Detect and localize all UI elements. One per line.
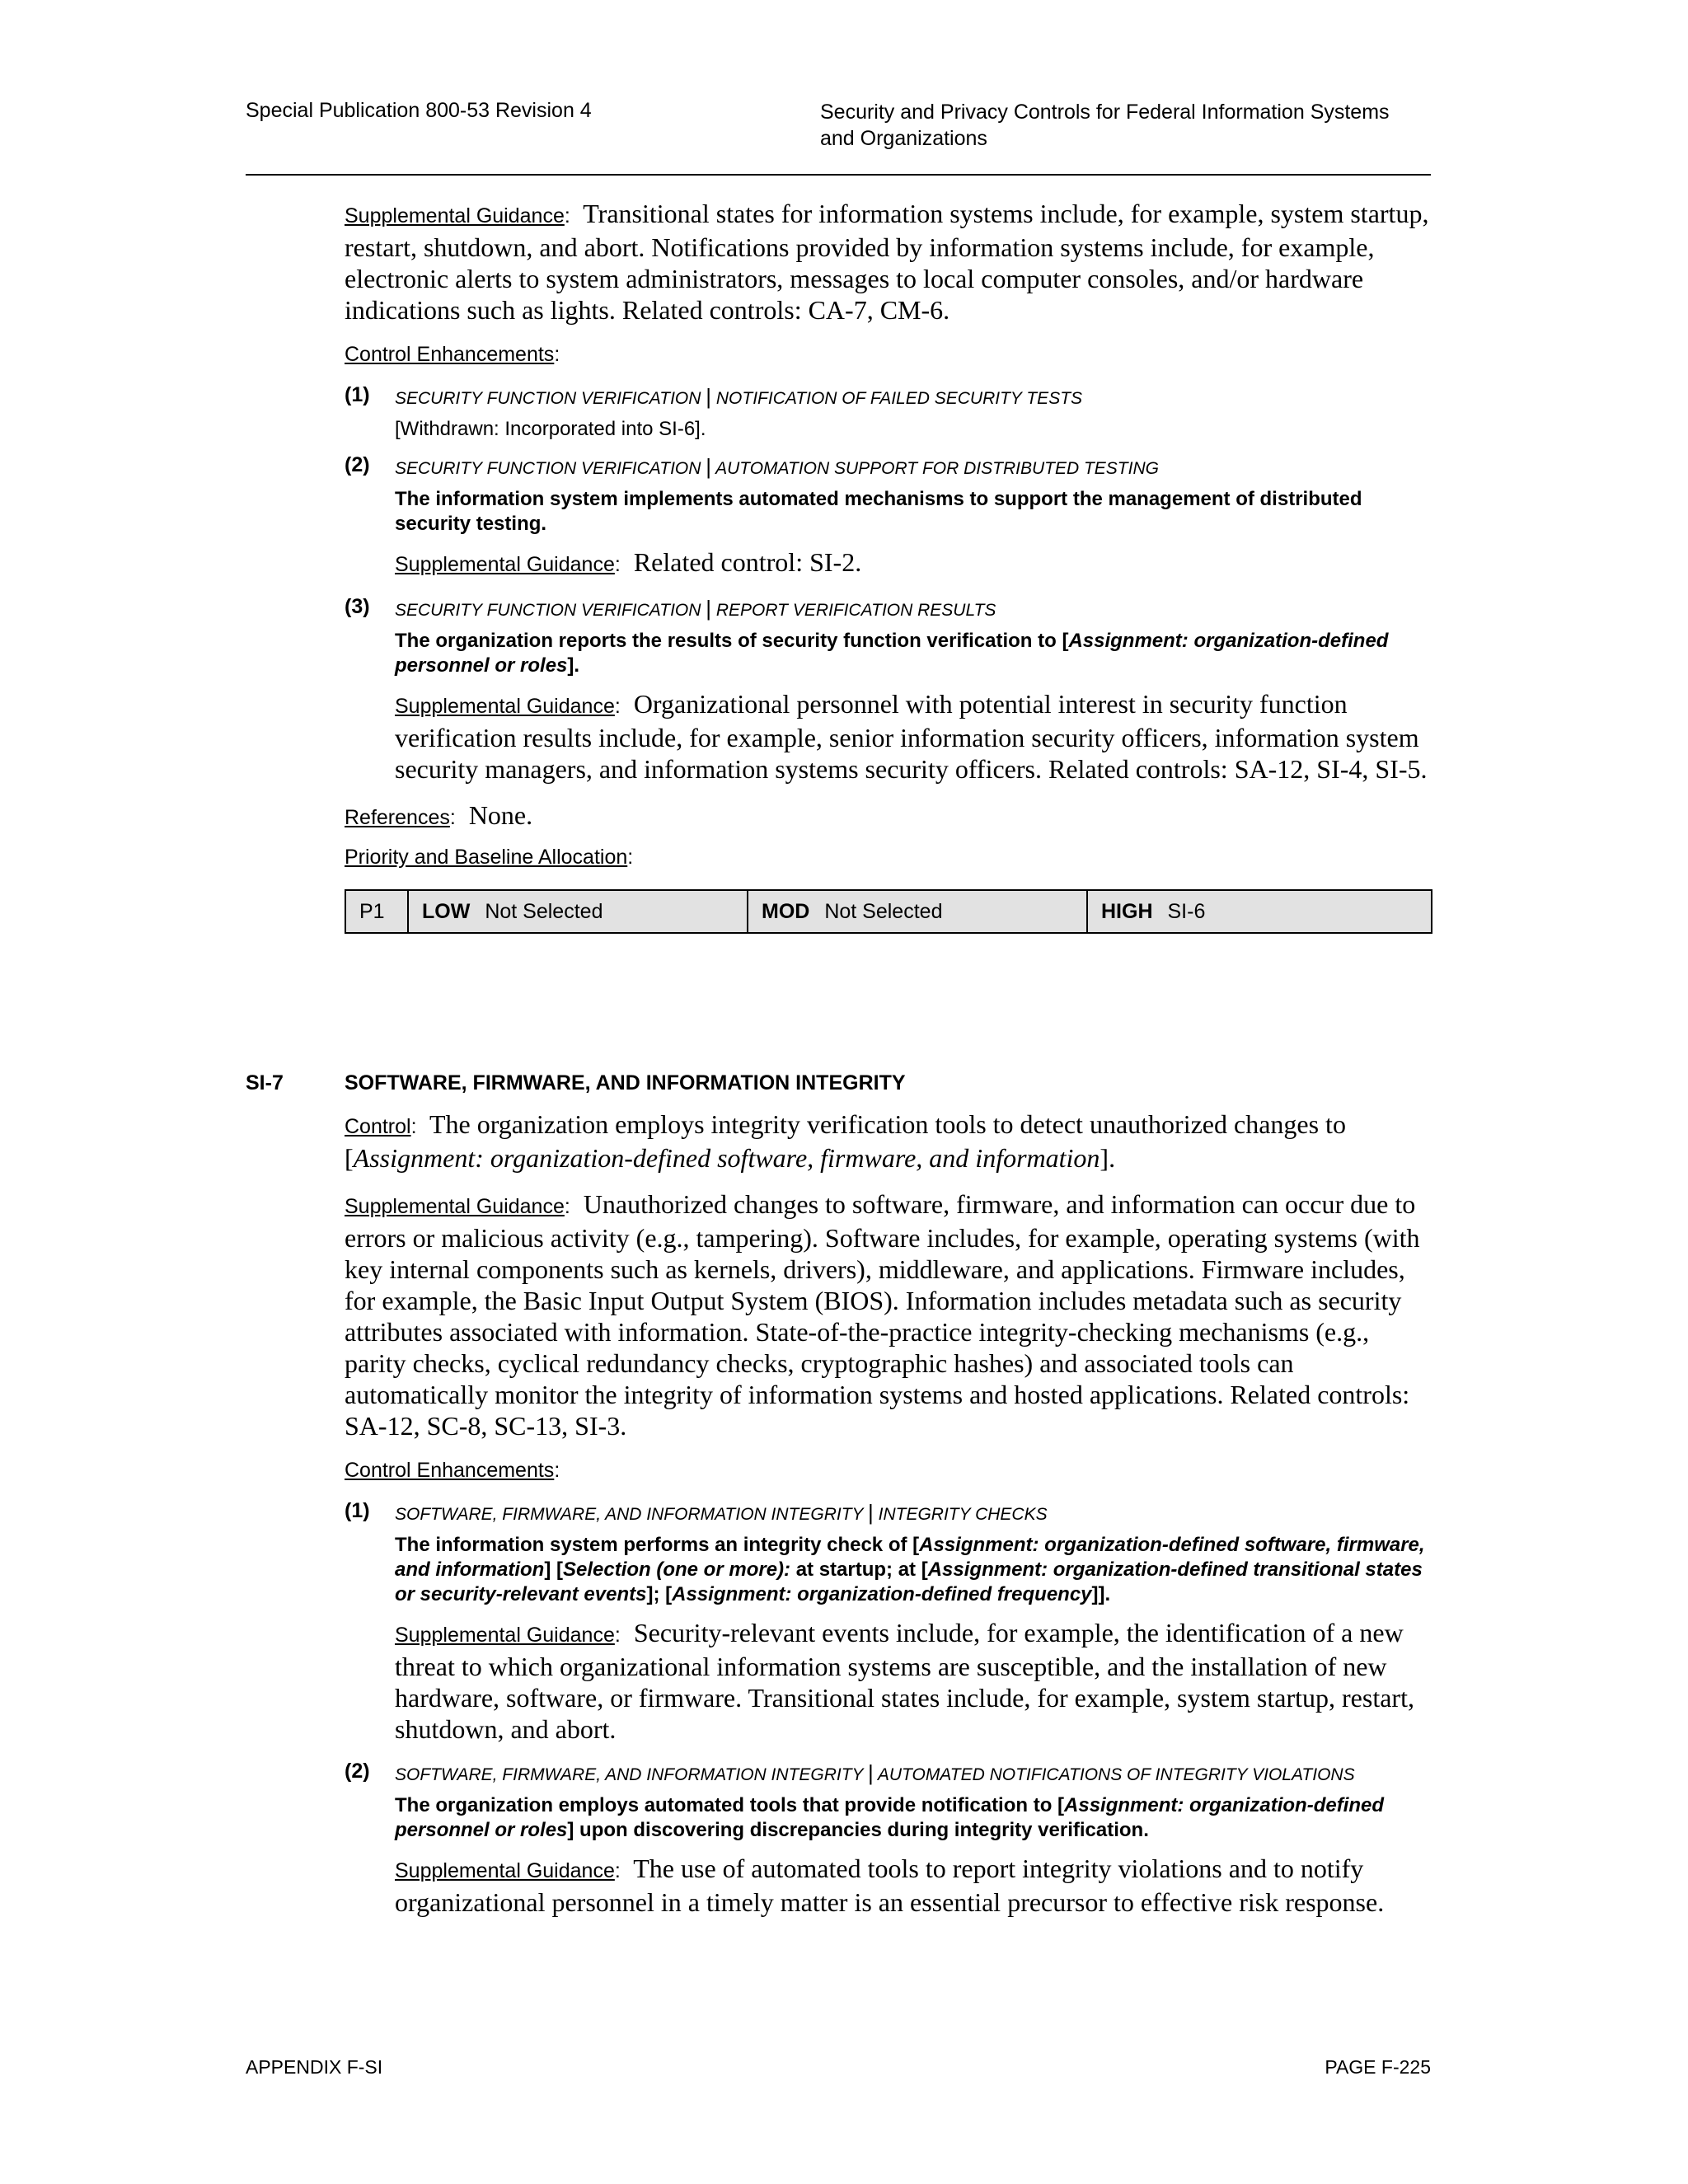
enhancement-number: (2): [345, 1760, 370, 1783]
references-text: None.: [468, 800, 533, 830]
header-publication: Special Publication 800-53 Revision 4: [246, 99, 592, 122]
enhancement-supplemental-guidance: Supplemental Guidance: Related control: SI-2.: [395, 547, 862, 577]
enhancement-text: The organization reports the results of security function verification to [Assignment: organization-defined personnel or roles].: [395, 630, 1389, 677]
enhancement-title: SOFTWARE, FIRMWARE, AND INFORMATION INTEGRITY | INTEGRITY CHECKS: [395, 1500, 1048, 1525]
references-label: References: [345, 806, 450, 829]
enhancement-1: [345, 383, 1432, 442]
control-title: SOFTWARE, FIRMWARE, AND INFORMATION INTEGRITY: [345, 1071, 906, 1094]
supplemental-guidance: Supplemental Guidance: Transitional states for information systems include, for example, system startup, restart, shutdown, and abort. Notifications provided by information systems include, for example, electronic alerts to system administrators, messages to local computer consoles, and/or hardware indications such as lights. Related controls: CA-7, CM-6.: [345, 199, 1429, 325]
enhancement-number: (2): [345, 453, 370, 476]
si7-section: [345, 1071, 1432, 1933]
header-title-line1: Security and Privacy Controls for Federal Information Systems: [820, 101, 1390, 124]
table-row: [345, 890, 1432, 933]
top-section: [345, 198, 1432, 934]
enhancement-title: SECURITY FUNCTION VERIFICATION | AUTOMATION SUPPORT FOR DISTRIBUTED TESTING: [395, 454, 1159, 479]
header-title: [820, 99, 1447, 152]
enhancement-1: [345, 1499, 1432, 1745]
priority-cell: P1: [345, 890, 408, 933]
enhancement-text: The information system implements automated mechanisms to support the management of distributed security testing.: [395, 488, 1362, 535]
enhancement-title: SOFTWARE, FIRMWARE, AND INFORMATION INTEGRITY | AUTOMATED NOTIFICATIONS OF INTEGRITY VIOLATIONS: [395, 1760, 1355, 1785]
enhancement-3: [345, 595, 1432, 785]
enhancement-2: [345, 453, 1432, 580]
enhancement-title: SECURITY FUNCTION VERIFICATION | REPORT VERIFICATION RESULTS: [395, 596, 996, 621]
high-baseline-cell: HIGH SI-6: [1087, 890, 1432, 933]
low-baseline-cell: LOW Not Selected: [408, 890, 748, 933]
enhancement-title: SECURITY FUNCTION VERIFICATION | NOTIFICATION OF FAILED SECURITY TESTS: [395, 384, 1083, 409]
footer-page-number: PAGE F-225: [1325, 2056, 1431, 2078]
header-rule: [246, 174, 1431, 176]
control-enhancements-heading: Control Enhancements:: [345, 343, 560, 366]
enhancement-text: The organization employs automated tools that provide notification to [Assignment: organization-defined personnel or roles] upon discovering discrepancies during integrity verification.: [395, 1794, 1385, 1841]
enhancement-supplemental-guidance: Supplemental Guidance: Organizational personnel with potential interest in security function verification results include, for example, senior information security officers, information system security managers, and information systems security officers. Related controls: SA-12, SI-4, SI-5.: [395, 689, 1428, 784]
enhancement-number: (3): [345, 595, 370, 618]
enhancement-number: (1): [345, 1499, 370, 1522]
enhancement-2: [345, 1760, 1432, 1918]
enhancement-supplemental-guidance: Supplemental Guidance: The use of automated tools to report integrity violations and to notify organizational personnel in a timely matter is an essential precursor to effective risk response.: [395, 1854, 1385, 1917]
enhancement-text: [Withdrawn: Incorporated into SI-6].: [395, 418, 706, 440]
supplemental-guidance: Supplemental Guidance: Unauthorized changes to software, firmware, and information can occur due to errors or malicious activity (e.g., tampering). Software includes, for example, operating systems (with key internal components such as kernels, drivers), middleware, and applications. Firmware includes, for example, the Basic Input Output System (BIOS). Information includes metadata such as security attributes associated with information. State-of-the-practice integrity-checking mechanisms (e.g., parity checks, cyclical redundancy checks, cryptographic hashes) and associated tools can automatically monitor the integrity of information systems and hosted applications. Related controls: SA-12, SC-8, SC-13, SI-3.: [345, 1189, 1420, 1441]
priority-baseline-heading: Priority and Baseline Allocation:: [345, 846, 634, 869]
baseline-allocation-table: [345, 889, 1432, 934]
enhancement-supplemental-guidance: Supplemental Guidance: Security-relevant events include, for example, the identification of a new threat to which organizational information systems are susceptible, and the installation of new hardware, software, or firmware. Transitional states include, for example, system startup, restart, shutdown, and abort.: [395, 1618, 1414, 1744]
control-statement: Control: The organization employs integrity verification tools to detect unauthorized changes to [Assignment: organization-defined software, firmware, and information].: [345, 1109, 1346, 1173]
supplemental-guidance-text: Transitional states for information systems include, for example, system startup, restart, shutdown, and abort. Notifications provided by information systems include, for example, electronic alerts to system administrators, messages to local computer consoles, and/or hardware indications such as lights. Related controls: CA-7, CM-6.: [345, 199, 1429, 325]
control-enhancements-heading: Control Enhancements:: [345, 1459, 560, 1482]
supplemental-guidance-label: Supplemental Guidance: [345, 204, 565, 227]
header-title-line2: and Organizations: [820, 127, 987, 150]
enhancement-number: (1): [345, 383, 370, 406]
mod-baseline-cell: MOD Not Selected: [748, 890, 1087, 933]
enhancement-text: The information system performs an integrity check of [Assignment: organization-defined software, firmware, and information] [Selection (one or more): at startup; at [Assignment: organization-defined transitional states or security-relevant events]; [Assignment: organization-defined frequency]].: [395, 1534, 1425, 1605]
footer-appendix: APPENDIX F-SI: [246, 2056, 383, 2078]
references: References: None.: [345, 800, 533, 830]
control-id: SI-7: [246, 1071, 284, 1094]
